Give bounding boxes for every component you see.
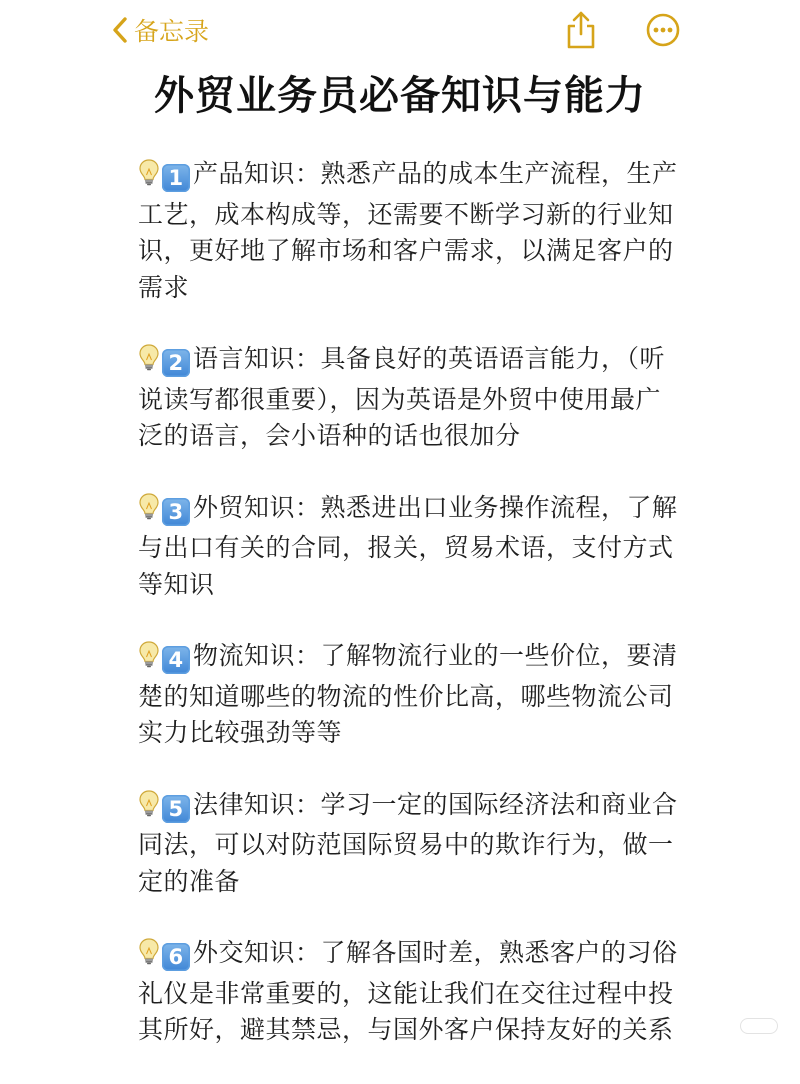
note-body	[138, 156, 678, 1084]
number-badge: 2	[162, 349, 190, 377]
list-item	[138, 341, 678, 455]
item-text: 法律知识：学习一定的国际经济法和商业合同法，可以对防范国际贸易中的欺诈行为，做一定的准备	[138, 789, 678, 896]
lightbulb-icon	[138, 158, 160, 197]
more-button[interactable]	[646, 13, 680, 47]
lightbulb-icon	[138, 343, 160, 382]
list-item	[138, 638, 678, 752]
number-badge: 1	[162, 164, 190, 192]
lightbulb-icon	[138, 937, 160, 976]
list-item	[138, 156, 678, 306]
watermark-badge	[740, 1018, 778, 1034]
note-title: 外贸业务员必备知识与能力	[154, 73, 646, 119]
number-badge: 3	[162, 498, 190, 526]
more-icon	[646, 13, 680, 47]
lightbulb-icon	[138, 789, 160, 828]
chevron-left-icon	[112, 16, 128, 44]
list-item	[138, 935, 678, 1049]
list-item	[138, 490, 678, 604]
item-text: 产品知识：熟悉产品的成本生产流程，生产工艺，成本构成等，还需要不断学习新的行业知识，更好地了解市场和客户需求，以满足客户的需求	[138, 159, 678, 302]
number-badge: 5	[162, 795, 190, 823]
nav-bar	[0, 0, 800, 62]
share-button[interactable]	[564, 10, 598, 50]
list-item	[138, 787, 678, 901]
number-badge: 6	[162, 943, 190, 971]
item-text: 外交知识：了解各国时差，熟悉客户的习俗礼仪是非常重要的，这能让我们在交往过程中投其所好，避其禁忌，与国外客户保持友好的关系	[138, 938, 678, 1044]
item-text: 语言知识：具备良好的英语语言能力，（听说读写都很重要），因为英语是外贸中使用最广泛的语言，会小语种的话也很加分	[138, 344, 666, 450]
item-text: 物流知识：了解物流行业的一些价位，要清楚的知道哪些的物流的性价比高，哪些物流公司实力比较强劲等等	[138, 641, 678, 747]
lightbulb-icon	[138, 640, 160, 679]
number-badge: 4	[162, 646, 190, 674]
back-label: 备忘录	[134, 17, 210, 46]
share-icon	[564, 10, 598, 50]
back-button[interactable]	[112, 12, 209, 48]
lightbulb-icon	[138, 492, 160, 531]
item-text: 外贸知识：熟悉进出口业务操作流程，了解与出口有关的合同，报关，贸易术语，支付方式等知识	[138, 492, 678, 599]
